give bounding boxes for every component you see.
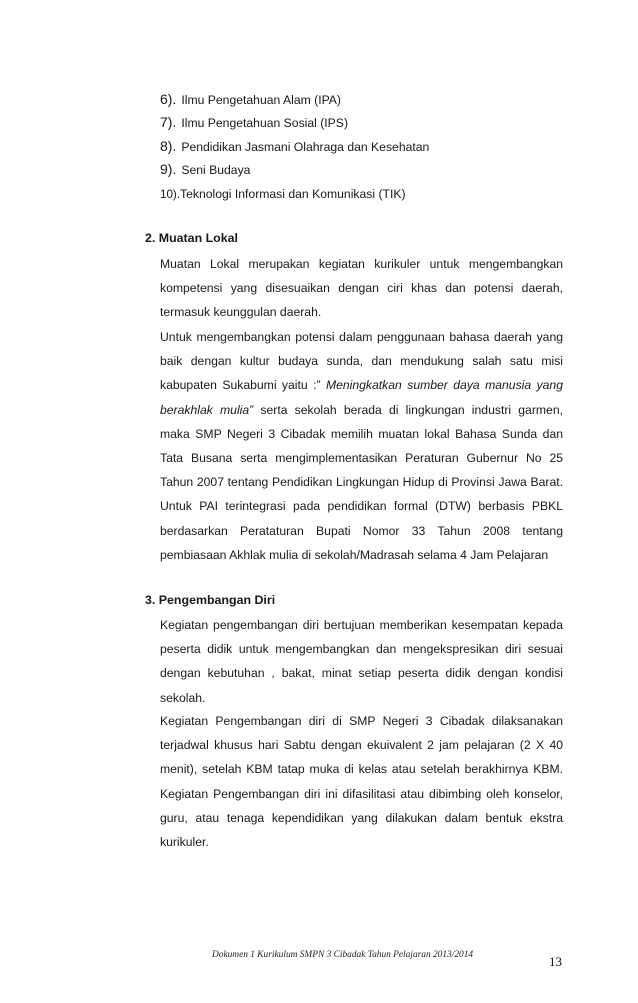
list-item-text: Seni Budaya xyxy=(181,163,251,177)
list-item-number: 8). xyxy=(160,138,177,154)
list-item-number: 7). xyxy=(160,114,177,130)
paragraph-text: serta sekolah berada di lingkungan industri garmen, maka SMP Negeri 3 Cibadak memilih muatan lokal Bahasa Sunda dan Tata Busana serta mengimplementasikan Peraturan Gubernur No 25 Tahun 2007 tentang Pendidikan Lingkungan Hidup di Provinsi Jawa Barat. Untuk PAI terintegrasi pada pendidikan formal (DTW) berbasis PBKL berdasarkan Perataturan Bupati Nomor 33 Tahun 2008 tentang pembiasaan Akhlak mulia di sekolah/Madrasah selama 4 Jam Pelajaran xyxy=(160,402,563,562)
paragraph-quote: Meningkatkan sumber daya manusia yang berakhlak mulia” xyxy=(160,378,563,417)
footer-text: Dokumen 1 Kurikulum SMPN 3 Cibadak Tahun Pelajaran 2013/2014 xyxy=(212,950,474,960)
list-item-number: 10). xyxy=(160,188,180,201)
list-item xyxy=(160,114,348,130)
paragraph-muatan-lokal-intro: Muatan Lokal merupakan kegiatan kurikuler untuk mengembangkan kompetensi yang disesuaikan dengan ciri khas dan potensi daerah, termasuk keunggulan daerah. xyxy=(160,257,563,320)
list-item-text: Pendidikan Jasmani Olahraga dan Kesehatan xyxy=(181,140,430,154)
list-item xyxy=(160,161,250,177)
list-item xyxy=(160,138,429,154)
paragraph-pengembangan-diri-detail: Kegiatan Pengembangan diri di SMP Negeri 3 Cibadak dilaksanakan terjadwal khusus hari Sabtu dengan ekuivalent 2 jam pelajaran (2 X 40 menit), setelah KBM tatap muka di kelas atau setelah berakhirnya KBM. Kegiatan Pengembangan diri ini difasilitasi atau dibimbing oleh konselor, guru, atau tenaga kependidikan yang dilakukan dalam bentuk ekstra kurikuler. xyxy=(160,714,563,850)
section-heading-pengembangan-diri: 3. Pengembangan Diri xyxy=(145,593,276,607)
section-heading-muatan-lokal: 2. Muatan Lokal xyxy=(145,231,238,245)
list-item xyxy=(160,91,341,107)
list-item-number: 6). xyxy=(160,91,177,107)
paragraph-muatan-lokal-detail xyxy=(160,325,563,567)
list-item-text: Teknologi Informasi dan Komunikasi (TIK) xyxy=(179,187,406,201)
paragraph-pengembangan-diri-intro: Kegiatan pengembangan diri bertujuan memberikan kesempatan kepada peserta didik untuk mengembangkan dan mengekspresikan diri sesuai dengan kebutuhan , bakat, minat setiap peserta didik dengan kondisi sekolah. xyxy=(160,618,563,705)
list-item-text: Ilmu Pengetahuan Alam (IPA) xyxy=(181,93,341,107)
list-item-text: Ilmu Pengetahuan Sosial (IPS) xyxy=(181,116,348,130)
paragraph-text: Untuk mengembangkan potensi dalam penggunaan bahasa daerah yang baik dengan kultur budaya sunda, dan mendukung salah satu misi kabupaten Sukabumi yaitu :” xyxy=(160,330,563,393)
list-item-number: 9). xyxy=(160,161,177,177)
page-number: 13 xyxy=(549,954,562,969)
list-item xyxy=(160,187,406,201)
